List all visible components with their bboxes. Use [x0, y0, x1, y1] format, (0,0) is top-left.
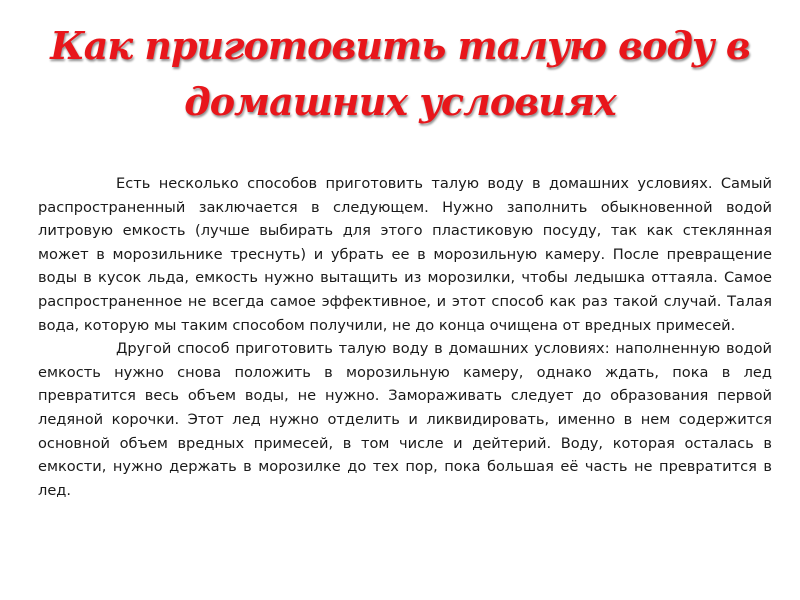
slide-title-line-1: Как приготовить талую воду в: [50, 23, 750, 68]
paragraph-1: Есть несколько способов приготовить талую воду в домашних условиях. Самый распространенный заключается в следующем. Нужно заполнить обыкновенной водой литровую емкость (лучше выбирать для этого пластиковую посуду, так как стеклянная может в морозильнике треснуть) и убрать ее в морозильную камеру. После превращение воды в кусок льда, емкость нужно вытащить из морозилки, чтобы ледышка оттаяла. Самое распространенное не всегда самое эффективное, и этот способ как раз такой случай. Талая вода, которую мы таким способом получили, не до конца очищена от вредных примесей.: [38, 175, 772, 334]
slide-title: [40, 18, 760, 130]
slide-title-line-2: домашних условиях: [184, 79, 616, 124]
slide-body: [38, 172, 772, 502]
paragraph-2: Другой способ приготовить талую воду в домашних условиях: наполненную водой емкость нужно снова положить в морозильную камеру, однако ждать, пока в лед превратится весь объем воды, не нужно. Замораживать следует до образования первой ледяной корочки. Этот лед нужно отделить и ликвидировать, именно в нем содержится основной объем вредных примесей, в том числе и дейтерий. Воду, которая осталась в емкости, нужно держать в морозилке до тех пор, пока большая её часть не превратится в лед.: [38, 340, 772, 499]
